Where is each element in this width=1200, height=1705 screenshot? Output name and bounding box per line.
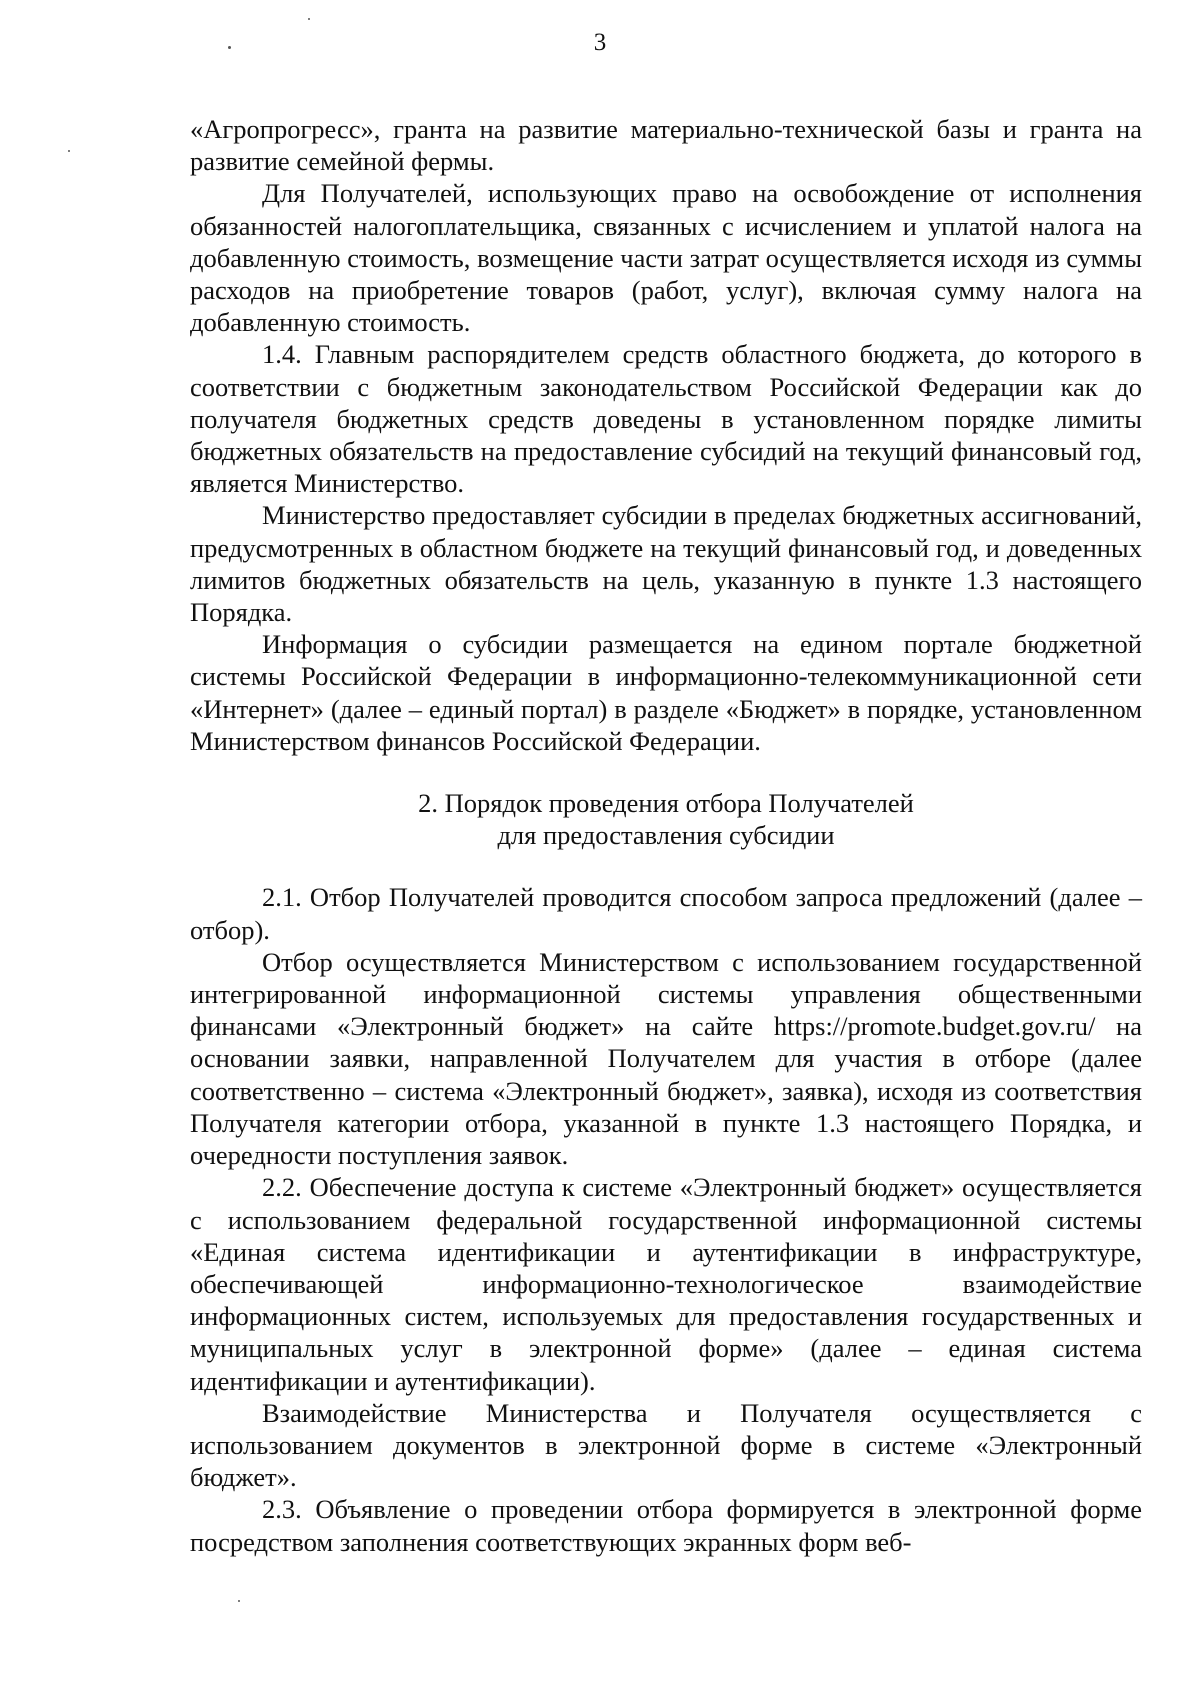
- paragraph: Для Получателей, использующих право на освобождение от исполнения обязанностей налогоплательщика, связанных с исчислением и уплатой налога на добавленную стоимость, возмещение части затрат осуществляется исходя из суммы расходов на приобретение товаров (работ, услуг), включая сумму налога на добавленную стоимость.: [190, 178, 1142, 338]
- section-heading-line-2: для предоставления субсидии: [497, 820, 835, 851]
- scan-speck: [308, 18, 310, 20]
- page-number: 3: [593, 29, 607, 56]
- paragraph: 2.1. Отбор Получателей проводится способом запроса предложений (далее – отбор).: [190, 882, 1142, 945]
- paragraph: Министерство предоставляет субсидии в пределах бюджетных ассигнований, предусмотренных в областном бюджете на текущий финансовый год, и доведенных лимитов бюджетных обязательств на цель, указанную в пункте 1.3 настоящего Порядка.: [190, 500, 1142, 628]
- paragraph: 1.4. Главным распорядителем средств областного бюджета, до которого в соответствии с бюджетным законодательством Российской Федерации как до получателя бюджетных средств доведены в установленном порядке лимиты бюджетных обязательств на предоставление субсидий на текущий финансовый год, является Министерство.: [190, 339, 1142, 499]
- document-body: [190, 113, 1142, 1558]
- paragraph: Взаимодействие Министерства и Получателя осуществляется с использованием документов в электронной форме в системе «Электронный бюджет».: [190, 1397, 1142, 1493]
- section-heading: [190, 787, 1142, 851]
- paragraph: Информация о субсидии размещается на едином портале бюджетной системы Российской Федерации в информационно-телекоммуникационной сети «Интернет» (далее – единый портал) в разделе «Бюджет» в порядке, установленном Министерством финансов Российской Федерации.: [190, 629, 1142, 756]
- paragraph: 2.2. Обеспечение доступа к системе «Электронный бюджет» осуществляется с использованием федеральной государственной информационной системы «Единая система идентификации и аутентификации в инфраструктуре, обеспечивающей информационно-технологическое взаимодействие информационных систем, используемых для предоставления государственных и муниципальных услуг в электронной форме» (далее – единая система идентификации и аутентификации).: [190, 1172, 1142, 1396]
- paragraph: «Агропрогресс», гранта на развитие материально-технической базы и гранта на развитие семейной фермы.: [190, 114, 1142, 177]
- scan-speck: [238, 1600, 240, 1602]
- paragraph: Отбор осуществляется Министерством с использованием государственной интегрированной информационной системы управления общественными финансами «Электронный бюджет» на сайте https://promote.budget.gov.ru/ на основании заявки, направленной Получателем для участия в отборе (далее соответственно – система «Электронный бюджет», заявка), исходя из соответствия Получателя категории отбора, указанной в пункте 1.3 настоящего Порядка, и очередности поступления заявок.: [190, 946, 1142, 1171]
- scan-speck: [68, 150, 70, 152]
- paragraph: 2.3. Объявление о проведении отбора формируется в электронной форме посредством заполнения соответствующих экранных форм веб-: [190, 1494, 1142, 1557]
- section-heading-line-1: 2. Порядок проведения отбора Получателей: [418, 788, 914, 819]
